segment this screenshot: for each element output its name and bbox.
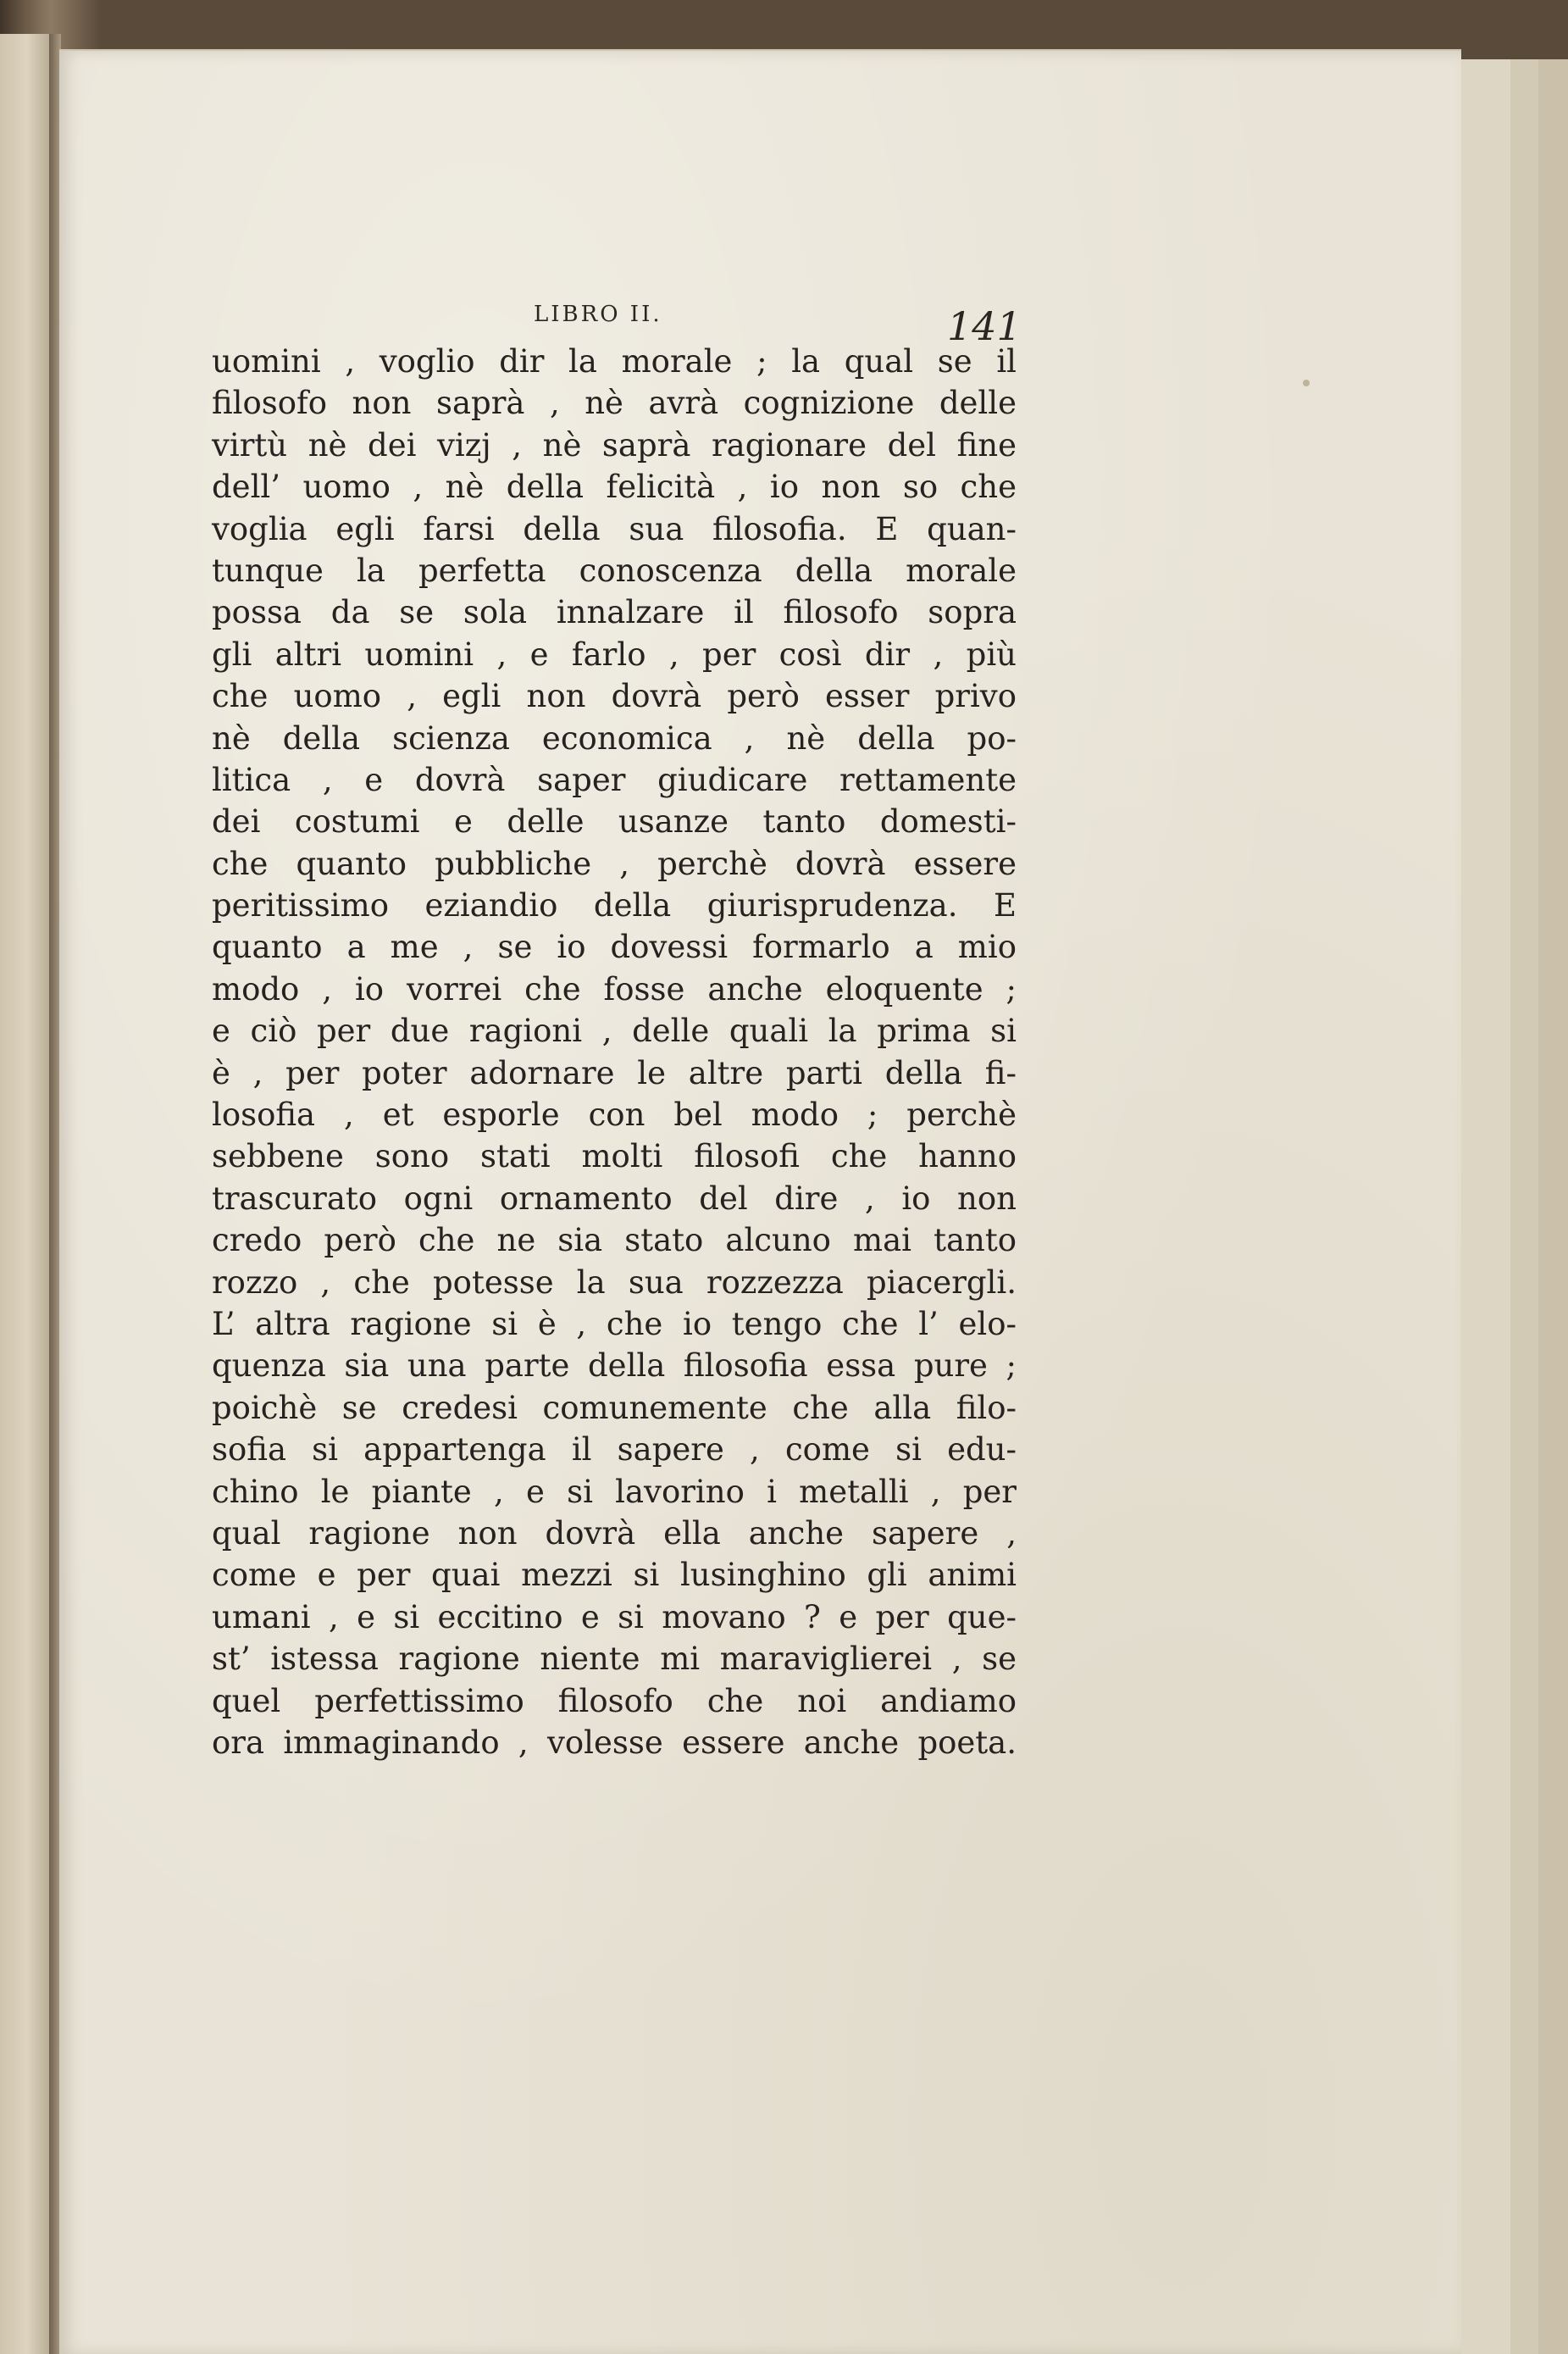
text-line: quenza sia una parte della filosofia essa pure ;: [212, 1347, 1017, 1385]
paper-spot: [1303, 380, 1310, 386]
text-line: litica , e dovrà saper giudicare rettamente: [212, 761, 1017, 798]
text-line: poichè se credesi comunemente che alla filo-: [212, 1389, 1017, 1426]
text-line: filosofo non saprà , nè avrà cognizione delle: [212, 385, 1017, 422]
text-line: peritissimo eziandio della giurisprudenza. E: [212, 887, 1017, 924]
text-line: sofia si appartenga il sapere , come si edu-: [212, 1431, 1017, 1468]
text-line: che quanto pubbliche , perchè dovrà essere: [212, 845, 1017, 882]
text-line: sebbene sono stati molti filosofi che hanno: [212, 1138, 1017, 1175]
text-line: tunque la perfetta conoscenza della morale: [212, 552, 1017, 589]
text-line: ora immaginando , volesse essere anche poeta.: [212, 1724, 1017, 1761]
text-line: quanto a me , se io dovessi formarlo a mio: [212, 929, 1017, 966]
text-line: è , per poter adornare le altre parti della fi-: [212, 1054, 1017, 1091]
page-edge: [1459, 59, 1510, 2354]
text-line: qual ragione non dovrà ella anche sapere ,: [212, 1514, 1017, 1552]
text-line: gli altri uomini , e farlo , per così dir , più: [212, 636, 1017, 673]
text-line: uomini , voglio dir la morale ; la qual se il: [212, 343, 1017, 380]
text-line: losofia , et esporle con bel modo ; perchè: [212, 1096, 1017, 1134]
text-line: dell’ uomo , nè della felicità , io non so che: [212, 469, 1017, 506]
text-line: dei costumi e delle usanze tanto domesti-: [212, 803, 1017, 841]
text-line: modo , io vorrei che fosse anche eloquente ;: [212, 970, 1017, 1008]
text-line: rozzo , che potesse la sua rozzezza piacergli.: [212, 1263, 1017, 1301]
text-line: credo però che ne sia stato alcuno mai tanto: [212, 1222, 1017, 1259]
text-line: quel perfettissimo filosofo che noi andiamo: [212, 1682, 1017, 1719]
text-line: umani , e si eccitino e si movano ? e per que-: [212, 1598, 1017, 1635]
text-line: nè della scienza economica , nè della po-: [212, 719, 1017, 757]
text-line: voglia egli farsi della sua filosofia. E quan-: [212, 510, 1017, 547]
text-line: possa da se sola innalzare il filosofo sopra: [212, 594, 1017, 631]
text-line: L’ altra ragione si è , che io tengo che l’ elo-: [212, 1305, 1017, 1342]
page-number: 141: [947, 303, 1022, 349]
text-line: chino le piante , e si lavorino i metalli , per: [212, 1473, 1017, 1510]
text-line: e ciò per due ragioni , delle quali la prima si: [212, 1013, 1017, 1050]
text-line: che uomo , egli non dovrà però esser privo: [212, 678, 1017, 715]
text-line: virtù nè dei vizj , nè saprà ragionare del fine: [212, 426, 1017, 464]
left-page-edge: [0, 34, 51, 2354]
text-line: come e per quai mezzi si lusinghino gli animi: [212, 1557, 1017, 1594]
text-line: trascurato ogni ornamento del dire , io non: [212, 1180, 1017, 1217]
running-head: LIBRO II.: [534, 302, 662, 327]
text-line: st’ istessa ragione niente mi maraviglierei , se: [212, 1641, 1017, 1678]
body-text: [212, 341, 1017, 1763]
